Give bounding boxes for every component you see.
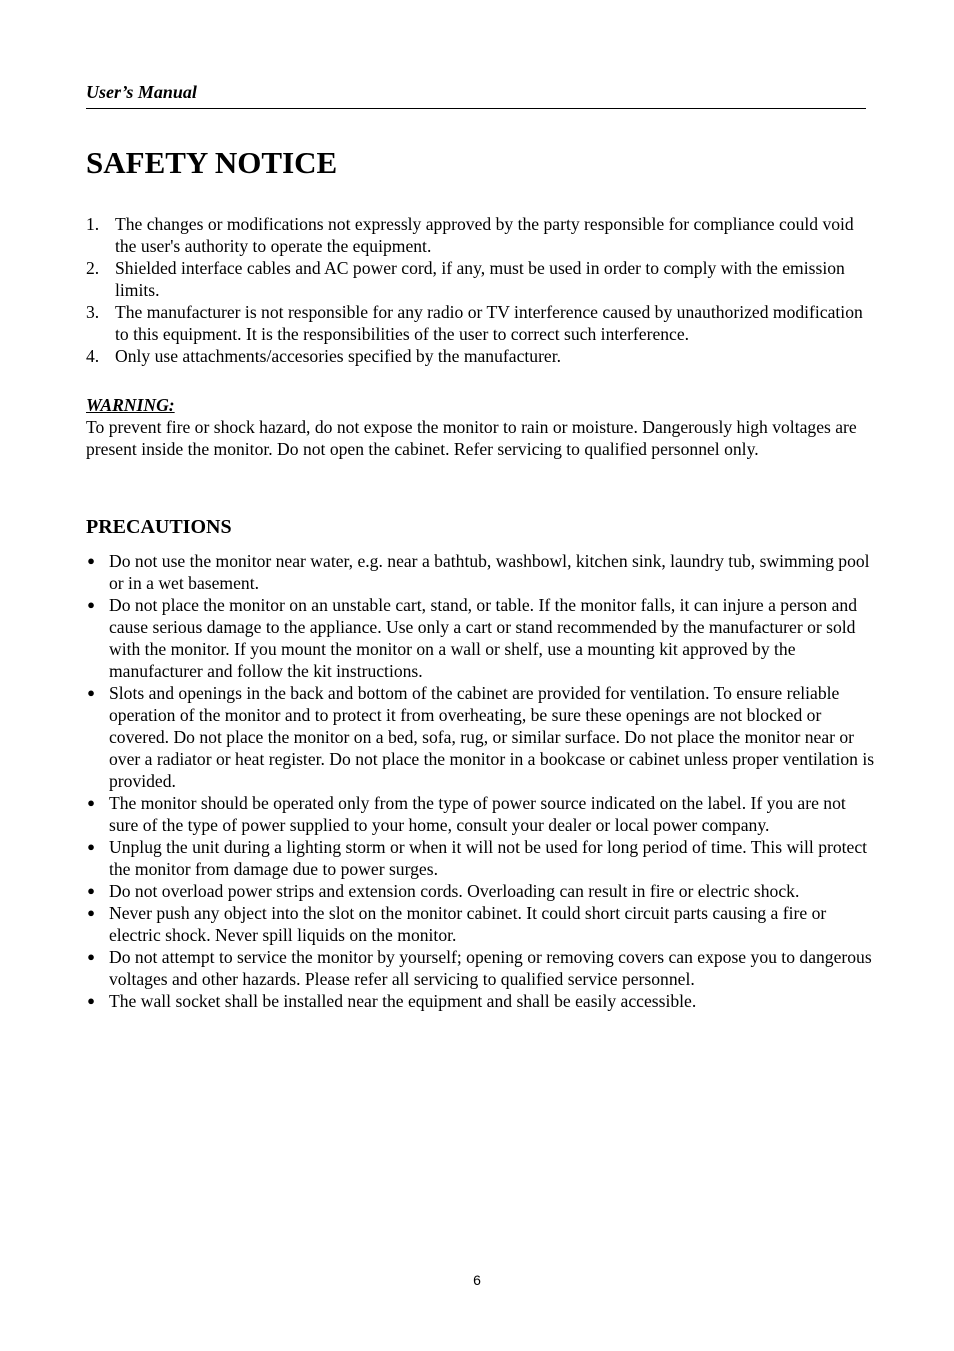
bullet-icon: ● (87, 905, 95, 920)
bullet-icon: ● (87, 795, 95, 810)
list-item (86, 902, 876, 946)
bullet-icon: ● (87, 553, 95, 568)
notice-list (86, 213, 876, 367)
bullet-icon: ● (87, 839, 95, 854)
list-item-text: The changes or modifications not expressly approved by the party responsible for compliance could void the user's authority to operate the equipment. (115, 214, 854, 256)
precautions-list (86, 550, 876, 1012)
list-item-text: Do not attempt to service the monitor by yourself; opening or removing covers can expose you to dangerous voltages and other hazards. Please refer all servicing to qualified service personnel. (109, 947, 872, 989)
page-title: SAFETY NOTICE (86, 145, 338, 180)
list-item-text: The monitor should be operated only from the type of power source indicated on the label. If you are not sure of the type of power supplied to your home, consult your dealer or local power company. (109, 793, 846, 835)
list-item-text: Shielded interface cables and AC power cord, if any, must be used in order to comply with the emission limits. (115, 258, 845, 300)
page-number: 6 (473, 1272, 481, 1288)
bullet-icon: ● (87, 685, 95, 700)
list-item (86, 792, 876, 836)
list-item-number: 3. (86, 302, 100, 322)
bullet-icon: ● (87, 993, 95, 1008)
header-divider (86, 108, 866, 109)
list-item (86, 682, 876, 792)
list-item-text: Do not place the monitor on an unstable cart, stand, or table. If the monitor falls, it can injure a person and cause serious damage to the appliance. Use only a cart or stand recommended by the manufacturer or sold with the monitor. If you mount the monitor on a wall or shelf, use a mounting kit approved by the manufacturer and follow the kit instructions. (109, 595, 858, 681)
list-item-number: 2. (86, 258, 100, 278)
warning-label: WARNING: (86, 395, 175, 415)
list-item (86, 594, 876, 682)
list-item (86, 213, 876, 257)
list-item (86, 880, 876, 902)
list-item-text: Slots and openings in the back and bottom of the cabinet are provided for ventilation. To ensure reliable operation of the monitor and to protect it from overheating, be sure these openings are not blocked or covered. Do not place the monitor on a bed, sofa, rug, or similar surface. Do not place the monitor near or over a radiator or heat register. Do not place the monitor in a bookcase or cabinet unless proper ventilation is provided. (109, 683, 875, 791)
list-item (86, 990, 876, 1012)
bullet-icon: ● (87, 597, 95, 612)
list-item (86, 345, 876, 367)
warning-block (86, 394, 866, 460)
list-item (86, 836, 876, 880)
list-item (86, 301, 876, 345)
list-item (86, 550, 876, 594)
list-item-number: 4. (86, 346, 100, 366)
list-item-text: Do not use the monitor near water, e.g. near a bathtub, washbowl, kitchen sink, laundry tub, swimming pool or in a wet basement. (109, 551, 870, 593)
precautions-heading: PRECAUTIONS (86, 516, 232, 538)
list-item-number: 1. (86, 214, 100, 234)
list-item-text: The wall socket shall be installed near the equipment and shall be easily accessible. (109, 991, 697, 1011)
list-item-text: Never push any object into the slot on the monitor cabinet. It could short circuit parts causing a fire or electric shock. Never spill liquids on the monitor. (109, 903, 827, 945)
list-item-text: The manufacturer is not responsible for any radio or TV interference caused by unauthorized modification to this equipment. It is the responsibilities of the user to correct such interference. (115, 302, 863, 344)
list-item (86, 257, 876, 301)
warning-text: To prevent fire or shock hazard, do not expose the monitor to rain or moisture. Dangerously high voltages are present inside the monitor. Do not open the cabinet. Refer servicing to qualified personnel only. (86, 417, 857, 459)
bullet-icon: ● (87, 949, 95, 964)
list-item-text: Unplug the unit during a lighting storm or when it will not be used for long period of time. This will protect the monitor from damage due to power surges. (109, 837, 868, 879)
list-item-text: Do not overload power strips and extension cords. Overloading can result in fire or electric shock. (109, 881, 800, 901)
list-item-text: Only use attachments/accesories specified by the manufacturer. (115, 346, 562, 366)
running-header: User’s Manual (86, 82, 197, 102)
bullet-icon: ● (87, 883, 95, 898)
list-item (86, 946, 876, 990)
